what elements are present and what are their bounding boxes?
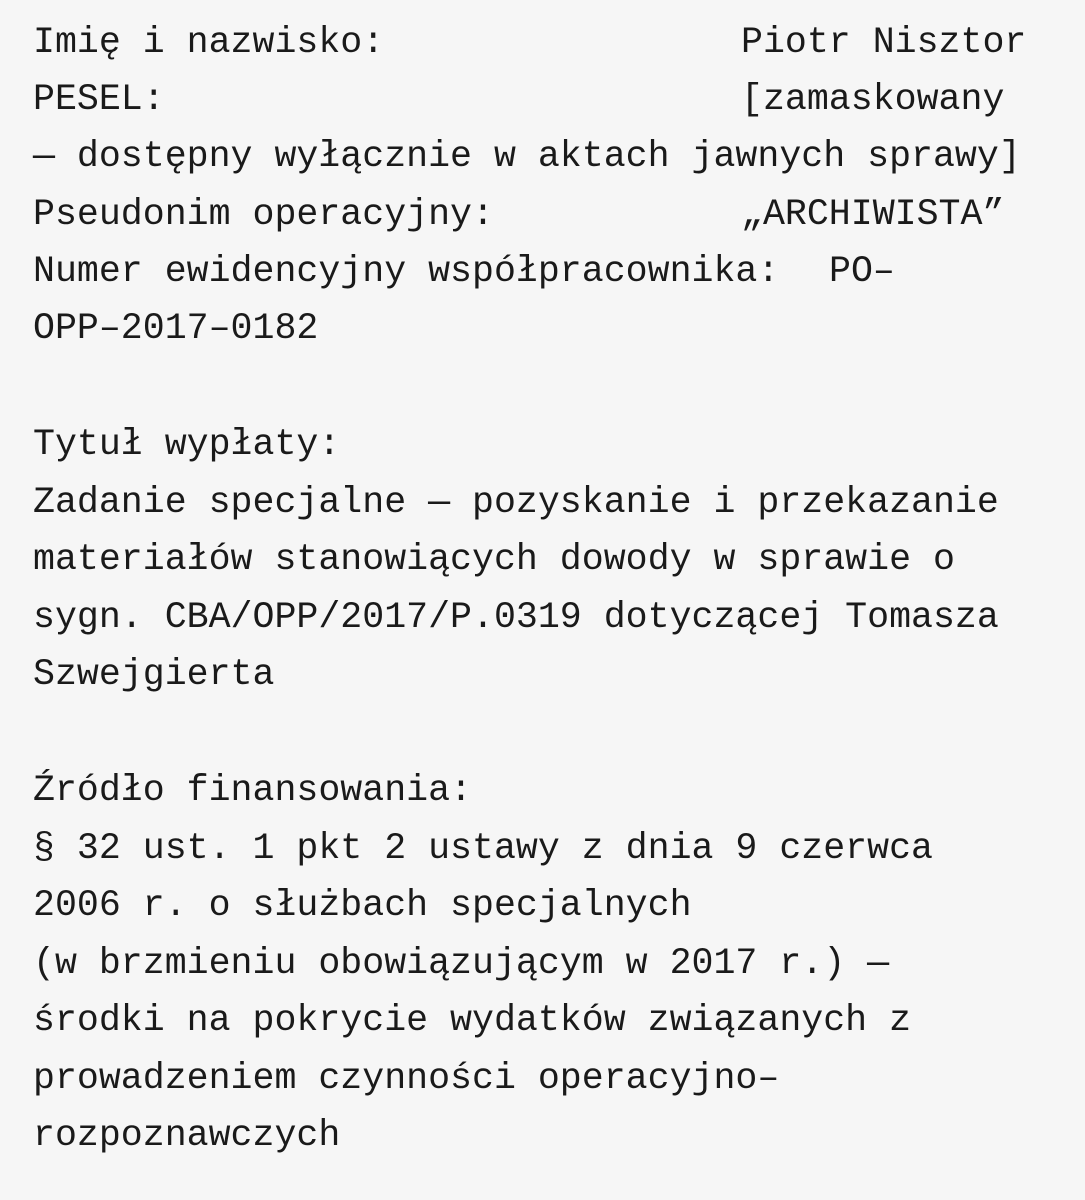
funding-source-line: prowadzeniem czynności operacyjno–: [33, 1058, 780, 1099]
funding-source-line: 2006 r. o służbach specjalnych: [33, 885, 692, 926]
payment-title-line: materiałów stanowiących dowody w sprawie o: [33, 539, 955, 580]
payment-title-line: sygn. CBA/OPP/2017/P.0319 dotyczącej Tomasza: [33, 597, 999, 638]
payment-title-line: Zadanie specjalne — pozyskanie i przekazanie: [33, 482, 999, 523]
funding-source-line: rozpoznawczych: [33, 1115, 341, 1156]
name-label: Imię i nazwisko:: [33, 22, 385, 63]
name-value: Piotr Nisztor: [741, 22, 1027, 63]
funding-source-line: środki na pokrycie wydatków związanych z: [33, 1000, 912, 1041]
funding-source-line: § 32 ust. 1 pkt 2 ustawy z dnia 9 czerwca: [33, 828, 933, 869]
funding-source-label: Źródło finansowania:: [33, 770, 473, 811]
collaborator-number-label: Numer ewidencyjny współpracownika:: [33, 251, 780, 292]
funding-source-line: (w brzmieniu obowiązującym w 2017 r.) —: [33, 943, 890, 984]
payment-title-label: Tytuł wypłaty:: [33, 424, 341, 465]
pesel-label: PESEL:: [33, 79, 165, 120]
pesel-value-line1: [zamaskowany: [741, 79, 1005, 120]
payment-title-line: Szwejgierta: [33, 654, 275, 695]
pesel-value-line2: — dostępny wyłącznie w aktach jawnych sprawy]: [33, 136, 1021, 177]
collaborator-number-value-line2: OPP–2017–0182: [33, 308, 319, 349]
pseudonym-label: Pseudonim operacyjny:: [33, 194, 494, 235]
collaborator-number-value-line1: PO–: [829, 251, 895, 292]
pseudonym-value: „ARCHIWISTA”: [741, 194, 1005, 235]
